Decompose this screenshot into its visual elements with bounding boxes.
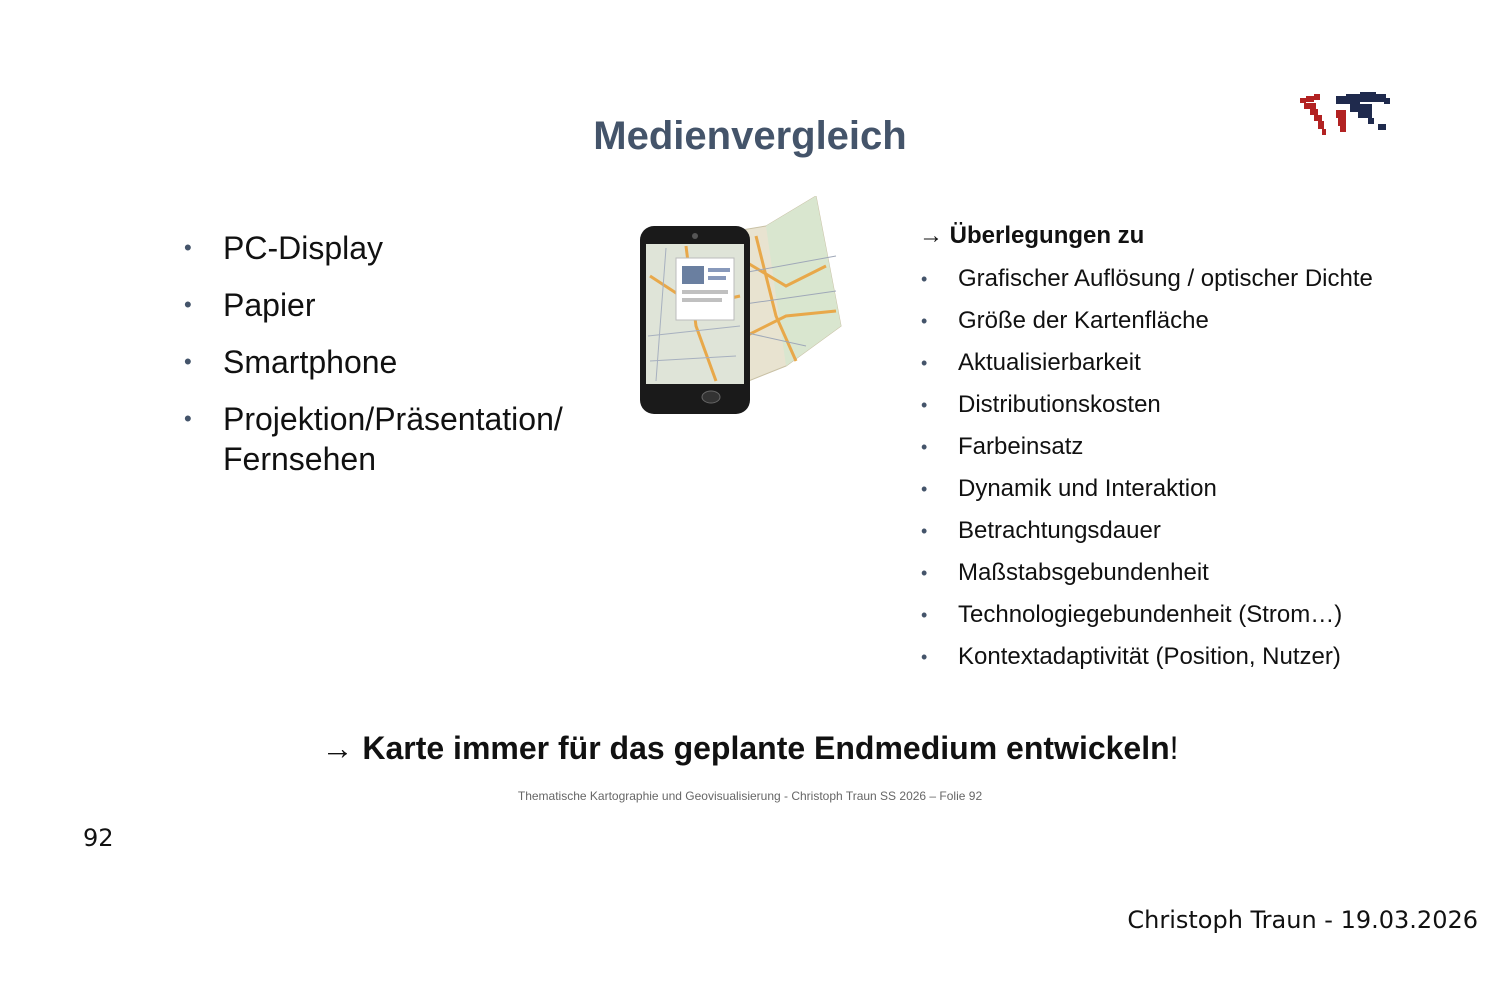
list-item-label: Aktualisierbarkeit bbox=[958, 349, 1141, 376]
list-item: • Dynamik und Interaktion bbox=[921, 475, 1217, 502]
list-item-label: Smartphone bbox=[223, 344, 398, 380]
list-item: • Projektion/Präsentation/ Fernsehen bbox=[184, 401, 563, 477]
list-item: • Distributionskosten bbox=[921, 391, 1161, 418]
list-item-label: Projektion/Präsentation/ Fernsehen bbox=[223, 401, 563, 477]
list-item-label: Distributionskosten bbox=[958, 391, 1161, 418]
world-map-logo-icon bbox=[1296, 90, 1394, 142]
media-list bbox=[182, 228, 602, 496]
list-item: • Betrachtungsdauer bbox=[921, 517, 1161, 544]
list-item: • Maßstabsgebundenheit bbox=[921, 559, 1209, 586]
footer-note: Thematische Kartographie und Geovisualisierung - Christoph Traun SS 2026 – Folie 92 bbox=[517, 789, 983, 803]
list-item: • Papier bbox=[184, 287, 316, 323]
arrow-right-icon: → bbox=[919, 222, 943, 249]
conclusion bbox=[0, 730, 1500, 767]
author-date: Christoph Traun - 19.03.2026 bbox=[1127, 906, 1478, 934]
list-item: • Farbeinsatz bbox=[921, 433, 1084, 460]
arrow-right-icon: → bbox=[321, 730, 354, 766]
list-item-label: Papier bbox=[223, 287, 316, 323]
list-item-label: Dynamik und Interaktion bbox=[958, 475, 1217, 502]
list-item-label: PC-Display bbox=[223, 230, 384, 266]
list-item: • Größe der Kartenfläche bbox=[921, 307, 1209, 334]
list-item-label: Maßstabsgebundenheit bbox=[958, 559, 1209, 586]
considerations-heading bbox=[919, 222, 1144, 250]
considerations-heading-label: Überlegungen zu bbox=[949, 222, 1145, 249]
conclusion-text: Karte immer für das geplante Endmedium entwickeln bbox=[362, 730, 1170, 766]
considerations-list bbox=[918, 266, 1388, 686]
list-item-label: Technologiegebundenheit (Strom…) bbox=[958, 601, 1343, 628]
list-item: • Technologiegebundenheit (Strom…) bbox=[921, 601, 1343, 628]
list-item-label: Grafischer Auflösung / optischer Dichte bbox=[958, 265, 1373, 292]
list-item: • Grafischer Auflösung / optischer Dichte bbox=[921, 265, 1373, 292]
smartphone-with-folded-map-icon bbox=[636, 196, 846, 418]
page-number: 92 bbox=[83, 824, 114, 852]
slide-title: Medienvergleich bbox=[593, 114, 907, 158]
list-item-label: Kontextadaptivität (Position, Nutzer) bbox=[958, 643, 1341, 670]
list-item: • Aktualisierbarkeit bbox=[921, 349, 1141, 376]
list-item-label: Betrachtungsdauer bbox=[958, 517, 1161, 544]
list-item: • Kontextadaptivität (Position, Nutzer) bbox=[921, 643, 1341, 670]
list-item: • Smartphone bbox=[184, 344, 398, 380]
list-item-label: Farbeinsatz bbox=[958, 433, 1084, 460]
conclusion-suffix: ! bbox=[1169, 730, 1179, 766]
list-item: • PC-Display bbox=[184, 230, 384, 266]
list-item-label: Größe der Kartenfläche bbox=[958, 307, 1209, 334]
